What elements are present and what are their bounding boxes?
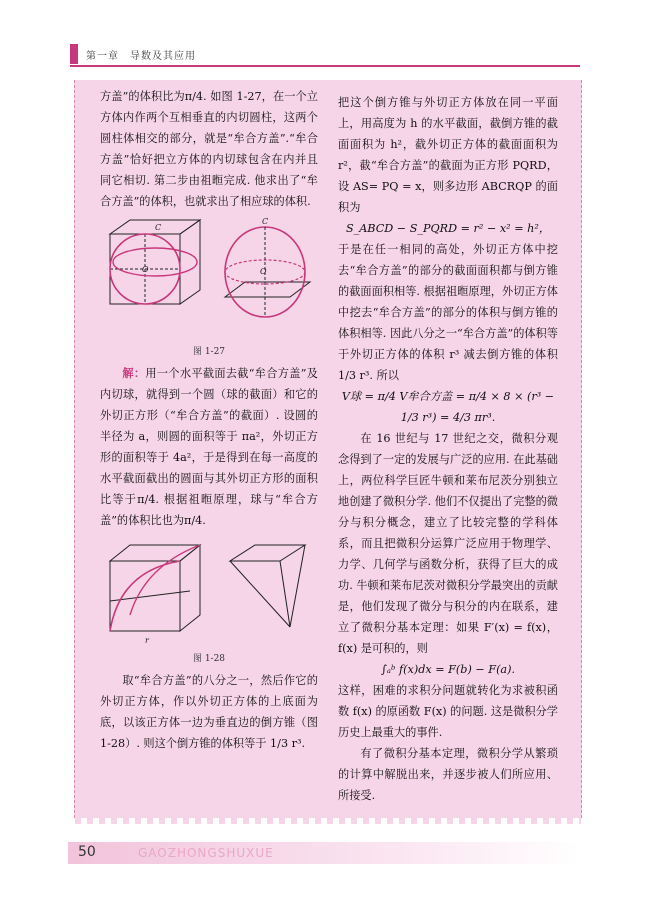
left-paragraph-2: 用一个水平截面去截“牟合方盖”及内切球，就得到一个圆（球的截面）和它的外切正方形（“牟合方盖”的截面）. 设圆的半径为 a，则圆的面积等于 πa²，外切正方形的面积等于 4a²，于是得到在每一高度的水平截面截出的圆面与其外切正方形的面积比等于π/4. 根据祖暅原理，球与“牟合方盖”的体积比也为π/4. xyxy=(100,367,318,527)
header-bar xyxy=(70,44,78,64)
formula-fundamental-theorem: ∫ₐᵇ f(x)dx = F(b) − F(a). xyxy=(380,663,516,676)
svg-text:C: C xyxy=(261,217,269,226)
right-paragraph-2: 于是在任一相同的高处，外切正方体中挖去“牟合方盖”的部分的截面面积都与倒方锥的截面面积相等. 根据祖暅原理，外切正方体中挖去“牟合方盖”的部分的体积与倒方锥的体积相等. 因此八分之一“牟合方盖”的体积等于外切正方体的体积 r³ 减去倒方锥的体积 1/3 r³. 所以 xyxy=(338,243,558,382)
left-paragraph-3: 取“牟合方盖”的八分之一，然后作它的外切正方体，作以外切正方体的上底面为底，以该正方体一边为垂直边的倒方锥（图 1-28）. 则这个倒方锥的体积等于 1/3 r³. xyxy=(100,674,318,750)
solution-label: 解： xyxy=(122,366,146,380)
left-paragraph-1: 方盖”的体积比为π/4. 如图 1-27，在一个立方体内作两个互相垂直的内切圆柱，这两个圆柱体相交的部分，就是“牟合方盖”.“牟合方盖”恰好把立方体的内切球包含在内并且同它相切. 第二步由祖暅完成. 他求出了“牟合方盖”的体积，也就求出了相应球的体积. xyxy=(100,90,318,208)
page-number: 50 xyxy=(78,844,96,860)
figure-1-28-caption: 图 1-28 xyxy=(192,654,226,664)
left-column xyxy=(100,86,318,754)
svg-text:C: C xyxy=(155,223,162,232)
chapter-title: 第一章 导数及其应用 xyxy=(86,51,196,62)
footer-brand: GAOZHONGSHUXUE xyxy=(138,846,274,860)
figure-1-27-caption: 图 1-27 xyxy=(192,347,226,357)
formula-volume: V球 = π/4 V牟合方盖 = π/4 × 8 × (r³ − 1/3 r³) = 4/3 πr³. xyxy=(341,390,555,424)
page-footer xyxy=(0,838,650,868)
header-rule xyxy=(70,65,580,67)
right-paragraph-4: 这样，困难的求积分问题就转化为求被积函数 f(x) 的原函数 F(x) 的问题. 这是微积分学历史上最重大的事件. xyxy=(338,684,558,739)
right-column xyxy=(338,92,558,806)
svg-text:r: r xyxy=(145,636,149,645)
figure-1-27 xyxy=(100,212,318,342)
formula-area: S_ABCD − S_PQRD = r² − x² = h²， xyxy=(345,222,551,235)
right-paragraph-3: 在 16 世纪与 17 世纪之交，微积分观念得到了一定的发展与广泛的应用. 在此基础上，两位科学巨匠牛顿和莱布尼茨分别独立地创建了微积分学. 他们不仅提出了完整的微分与积分概念，建立了比较完整的学科体系，而且把微积分运算广泛应用于物理学、力学、几何学与函数分析，获得了巨大的成功. 牛顿和莱布尼茨对微积分学最突出的贡献是，他们发现了微分与积分的内在联系，建立了微积分基本定理：如果 F′(x) = f(x)，f(x) 是可积的，则 xyxy=(338,432,558,655)
svg-text:O: O xyxy=(142,265,149,274)
right-paragraph-1: 把这个倒方锥与外切正方体放在同一平面上，用高度为 h 的水平截面，截倒方锥的截面面积为 h²，截外切正方体的截面面积为 r²，截“牟合方盖”的截面为正方形 PQRD，设 AS= PQ = x，则多边形 ABCRQP 的面积为 xyxy=(338,96,558,214)
chapter-header xyxy=(70,44,580,64)
right-paragraph-5: 有了微积分基本定理，微积分学从繁琐的计算中解脱出来，并逐步被人们所应用、所接受. xyxy=(338,747,558,802)
figure-1-28 xyxy=(100,531,318,649)
svg-text:O: O xyxy=(260,267,267,276)
